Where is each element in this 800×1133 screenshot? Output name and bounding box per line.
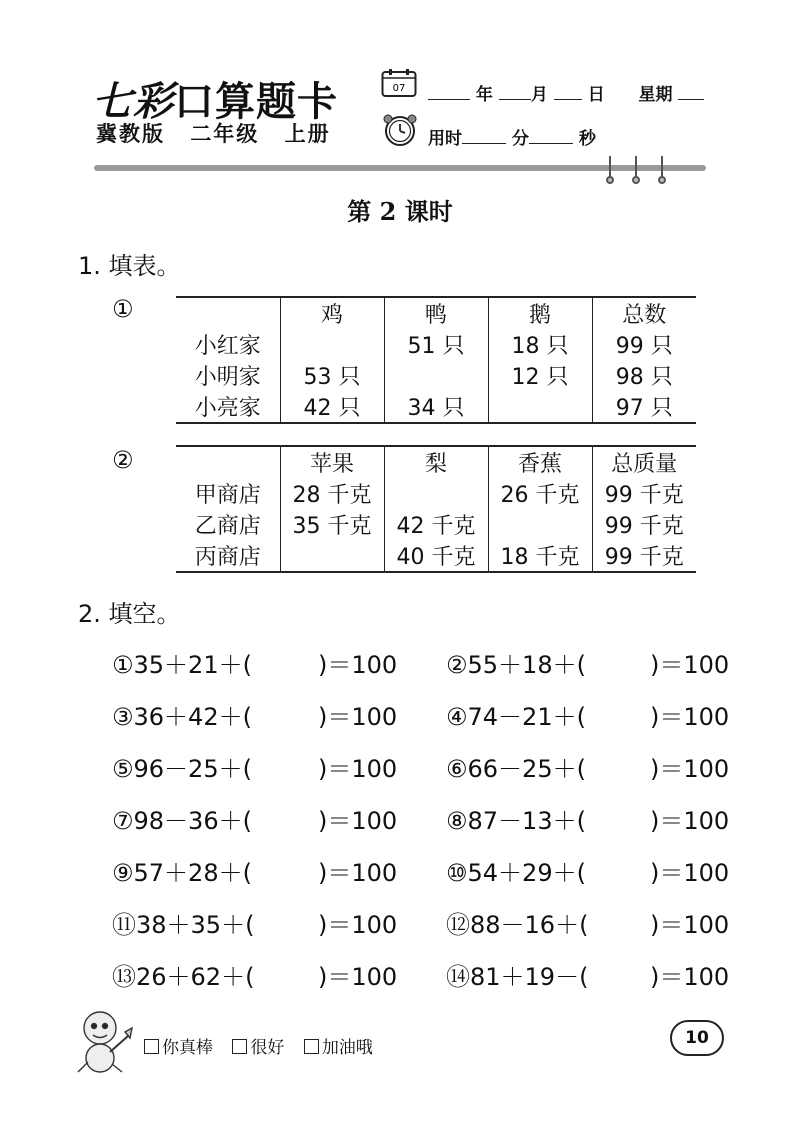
table-cell: 35 千克 <box>280 509 384 540</box>
answer-blank[interactable] <box>257 957 315 987</box>
date-day-label: 日 <box>587 85 605 105</box>
self-rating-row <box>144 1033 387 1058</box>
answer-cell[interactable] <box>384 360 488 391</box>
equation-right: )＝100 <box>318 807 398 835</box>
time-second-label: 秒 <box>578 129 596 149</box>
checkbox-icon <box>304 1039 319 1054</box>
row-label: 丙商店 <box>176 540 280 572</box>
row-label: 小明家 <box>194 365 261 390</box>
equation-left: ⑬26＋62＋( <box>112 963 255 991</box>
answer-blank[interactable] <box>591 801 649 831</box>
answer-blank[interactable] <box>591 853 649 883</box>
table2-tag: ② <box>112 446 134 474</box>
table-header-cell: 鸭 <box>384 297 488 329</box>
table-cell: 28 千克 <box>280 478 384 509</box>
row-label: 小亮家 <box>176 391 280 423</box>
table-cell: 99 千克 <box>592 540 696 572</box>
edition-grade: 二年级 <box>190 122 260 146</box>
table-header-cell: 总数 <box>592 297 696 329</box>
answer-cell[interactable] <box>488 509 592 540</box>
section2-title: 2. 填空。 <box>78 600 181 628</box>
section1-title: 1. 填表。 <box>78 252 181 280</box>
equation-right: )＝100 <box>650 963 730 991</box>
table-row <box>176 509 696 540</box>
time-minute-label: 分 <box>511 129 529 149</box>
equation-left: ⑫88－16＋( <box>446 911 589 939</box>
equation-right: )＝100 <box>650 651 730 679</box>
table1-tag: ① <box>112 295 134 323</box>
table-header-cell: 香蕉 <box>488 446 592 478</box>
table-cell: 34 只 <box>384 391 488 423</box>
equation-right: )＝100 <box>318 651 398 679</box>
equation-left: ③36＋42＋( <box>112 703 252 731</box>
equation-right: )＝100 <box>650 911 730 939</box>
time-fill-line <box>428 124 596 149</box>
table-cell: 98 只 <box>592 360 696 391</box>
table-cell: 99 千克 <box>592 478 696 509</box>
equation-left: ⑭81＋19－( <box>446 963 589 991</box>
equation-right: )＝100 <box>318 703 398 731</box>
table-row <box>176 329 696 360</box>
answer-blank[interactable] <box>257 645 315 675</box>
rating-option-excellent[interactable]: 你真棒 <box>144 1038 213 1058</box>
fruit-table <box>176 445 696 573</box>
equation-left: ①35＋21＋( <box>112 651 252 679</box>
date-weekday-label: 星期 <box>638 85 673 105</box>
answer-blank[interactable] <box>257 749 315 779</box>
answer-blank[interactable] <box>257 697 315 727</box>
rating-option-good[interactable]: 很好 <box>232 1038 284 1058</box>
table-cell: 18 千克 <box>488 540 592 572</box>
calendar-day: 07 <box>392 83 406 94</box>
answer-blank[interactable] <box>591 957 649 987</box>
table-header-cell: 梨 <box>384 446 488 478</box>
answer-cell[interactable] <box>280 540 384 572</box>
equation-left: ⑪38＋35＋( <box>112 911 255 939</box>
equation-left: ⑨57＋28＋( <box>112 859 252 887</box>
table-header-cell <box>176 446 280 478</box>
page-number: 10 <box>670 1020 724 1056</box>
row-label: 甲商店 <box>194 483 261 508</box>
equation-left: ⑦98－36＋( <box>112 807 252 835</box>
table-cell: 42 只 <box>280 391 384 423</box>
answer-blank[interactable] <box>257 853 315 883</box>
equation-right: )＝100 <box>650 703 730 731</box>
row-label: 乙商店 <box>194 514 261 539</box>
date-month-label: 月 <box>530 85 548 105</box>
table-cell: 97 只 <box>592 391 696 423</box>
answer-blank[interactable] <box>591 645 649 675</box>
table-header-cell <box>176 297 280 329</box>
equation-left: ④74－21＋( <box>446 703 586 731</box>
equation-right: )＝100 <box>650 755 730 783</box>
equation-left: ⑤96－25＋( <box>112 755 252 783</box>
answer-blank[interactable] <box>257 801 315 831</box>
answer-blank[interactable] <box>591 905 649 935</box>
equation-left: ⑥66－25＋( <box>446 755 586 783</box>
equation-right: )＝100 <box>318 911 398 939</box>
calendar-icon <box>381 68 417 98</box>
checkbox-icon <box>232 1039 247 1054</box>
edition-line <box>96 118 347 148</box>
answer-cell[interactable] <box>384 478 488 509</box>
equation-right: )＝100 <box>318 963 398 991</box>
table-cell: 18 只 <box>488 329 592 360</box>
answer-blank[interactable] <box>591 749 649 779</box>
answer-cell[interactable] <box>488 391 592 423</box>
table-cell: 26 千克 <box>488 478 592 509</box>
date-year-label: 年 <box>475 85 493 105</box>
table-row <box>176 540 696 572</box>
equation-right: )＝100 <box>318 755 398 783</box>
table-cell: 40 千克 <box>384 540 488 572</box>
row-label: 小红家 <box>194 334 261 359</box>
mascot-icon <box>70 1002 140 1076</box>
table-header-row <box>176 446 696 478</box>
table-row <box>176 360 696 391</box>
time-used-label: 用时 <box>428 129 462 149</box>
brand-rest: 口算题卡 <box>174 79 338 125</box>
table-cell: 99 只 <box>592 329 696 360</box>
brand-qi: 七彩 <box>92 78 174 125</box>
answer-cell[interactable] <box>280 329 384 360</box>
table-row <box>176 478 696 509</box>
equation-right: )＝100 <box>318 859 398 887</box>
table-cell: 53 只 <box>280 360 384 391</box>
rating-option-keep-going[interactable]: 加油哦 <box>304 1038 373 1058</box>
table-cell: 12 只 <box>488 360 592 391</box>
table-header-cell: 鹅 <box>488 297 592 329</box>
equation-right: )＝100 <box>650 807 730 835</box>
table-cell: 51 只 <box>384 329 488 360</box>
table-header-row <box>176 297 696 329</box>
lesson-title: 第 2 课时 <box>347 197 453 226</box>
table-header-cell: 苹果 <box>280 446 384 478</box>
edition-publisher: 冀教版 <box>96 122 165 146</box>
table-cell: 42 千克 <box>384 509 488 540</box>
table-header-cell: 总质量 <box>592 446 696 478</box>
poultry-table <box>176 296 696 424</box>
table-cell: 99 千克 <box>592 509 696 540</box>
checkbox-icon <box>144 1039 159 1054</box>
equation-right: )＝100 <box>650 859 730 887</box>
alarm-clock-icon <box>381 113 419 147</box>
equation-left: ⑩54＋29＋( <box>446 859 586 887</box>
table-row <box>176 391 696 423</box>
date-fill-line <box>428 80 704 105</box>
answer-blank[interactable] <box>257 905 315 935</box>
equation-left: ②55＋18＋( <box>446 651 586 679</box>
table-header-cell: 鸡 <box>280 297 384 329</box>
edition-volume: 上册 <box>284 122 331 146</box>
equation-left: ⑧87－13＋( <box>446 807 586 835</box>
binder-rings-icon <box>600 152 670 186</box>
answer-blank[interactable] <box>591 697 649 727</box>
